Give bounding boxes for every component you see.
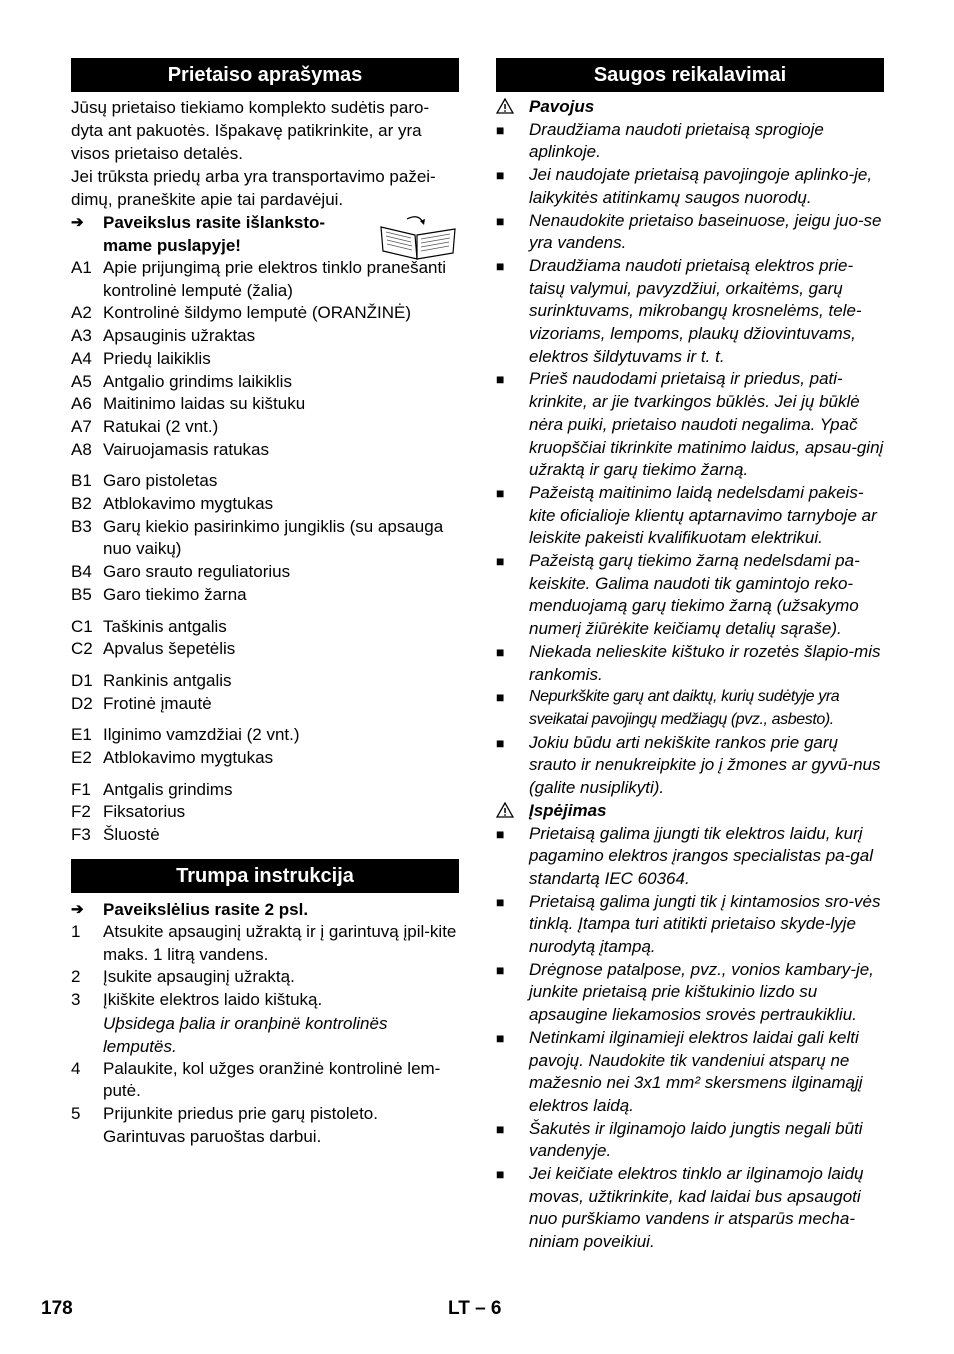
list-item (496, 482, 884, 550)
list-item (71, 638, 459, 661)
list-item (496, 891, 884, 959)
short-note-text: Paveikslėlius rasite 2 psl. (103, 899, 309, 919)
intro-line: visos prietaiso detalės. (71, 144, 243, 163)
step-number: 1 (71, 921, 81, 941)
short-note (71, 898, 459, 921)
list-item (71, 966, 459, 989)
pictures-note (71, 211, 459, 257)
step-note: Uþsidega þalia ir oranþinë kontrolinës lemputës. (103, 1013, 388, 1056)
safety-text: Jokiu būdu arti nekiškite rankos prie garų srauto ir nenukreipkite jo į žmones ar gyvū-nus (galite nusiplikyti). (529, 732, 881, 798)
intro-line: dyta ant pakuotės. Išpakavę patikrinkite, ar yra (71, 121, 422, 140)
part-code: A1 (71, 258, 92, 277)
right-column (496, 58, 884, 1254)
safety-text: Prieš naudodami prietaisą ir priedus, pati-krinkite, ar jie tvarkingos būklės. Jei jų būklė nėra puiki, prietaiso naudoti negalima. Ypač kruopščiai tikrinkite matinimo laidus, apsau-ginį užraktą ir garų tiekimo žarną. (529, 369, 884, 480)
square-bullet-icon: ■ (496, 643, 505, 660)
list-item (71, 470, 459, 493)
part-code: A4 (71, 348, 92, 368)
intro-line: Jei trūksta priedų arba yra transportavimo pažei- (71, 167, 436, 186)
warning-label (496, 800, 884, 823)
part-name: Šluostė (103, 825, 160, 845)
arrow-right-icon: ➔ (71, 900, 84, 918)
left-column (71, 58, 459, 1149)
part-name: Antgalio grindims laikiklis (103, 371, 292, 391)
part-name: Frotinė įmautė (103, 693, 212, 713)
section-marker: LT – 6 (448, 1298, 502, 1319)
safety-text: Drėgnose patalpose, pvz., vonios kambary-je, junkite prietaisą prie kištukinio lizdo su apsaugine liekamosios srovės pertraukikliu. (529, 959, 874, 1025)
safety-text: Prietaisą galima įjungti tik elektros laidu, kurį pagamino elektros įrangos specialistas pa-gal standartą IEC 60364. (529, 823, 873, 888)
parts-list (71, 257, 459, 847)
square-bullet-icon: ■ (496, 553, 505, 570)
step-text: Atsukite apsauginį užraktą ir į garintuvą įpil-kite maks. 1 litrą vandens. (103, 921, 457, 964)
list-item (496, 686, 884, 731)
square-bullet-icon: ■ (496, 893, 505, 910)
part-name: Apsauginis užraktas (103, 326, 256, 346)
list-item (71, 801, 459, 824)
part-name: Vairuojamasis ratukas (103, 439, 269, 459)
part-name: Fiksatorius (103, 802, 186, 822)
part-code: E1 (71, 725, 92, 745)
warning-label-text: Įspėjimas (529, 800, 607, 820)
list-item (496, 823, 884, 891)
list-item (71, 393, 459, 416)
safety-text: Draudžiama naudoti prietaisą elektros prie-taisų valymui, pavyzdžiui, orkaitėms, garų surinktuvams, mikrobangų krosnelėms, tele-vizoriams, lempoms, plaukų džiovintuvams, elektros šildytuvams ir t. t. (529, 255, 862, 366)
square-bullet-icon: ■ (496, 734, 505, 751)
part-code: A2 (71, 303, 92, 323)
step-text: Įsukite apsauginį užraktą. (103, 967, 295, 987)
arrow-right-icon: ➔ (71, 214, 84, 231)
part-code: A8 (71, 439, 92, 459)
warning-triangle-icon (496, 800, 529, 823)
list-item (71, 724, 459, 747)
part-name: Priedų laikiklis (103, 348, 211, 368)
part-name: Garo pistoletas (103, 471, 218, 491)
warning-triangle-icon (496, 96, 529, 119)
part-name: Taškinis antgalis (103, 616, 227, 636)
step-text: Prijunkite priedus prie garų pistoleto. Garintuvas paruoštas darbui. (103, 1104, 378, 1146)
list-item (71, 584, 459, 607)
safety-text: Netinkami ilginamieji elektros laidai gali kelti pavojų. Naudokite tik vandeniui atsparų ne mažesnio nei 3x1 mm² skersmens ilginamąjį elektros laidą. (529, 1027, 863, 1115)
square-bullet-icon: ■ (496, 1029, 505, 1046)
list-item (71, 1103, 459, 1148)
list-item (71, 348, 459, 371)
list-item (496, 255, 884, 369)
list-item (71, 257, 459, 302)
step-number: 3 (71, 989, 81, 1009)
list-item (496, 1027, 884, 1118)
list-item (71, 616, 459, 639)
part-name: Maitinimo laidas su kištuku (103, 394, 306, 414)
part-name: Garo srauto reguliatorius (103, 562, 291, 582)
safety-text: Prietaisą galima jungti tik į kintamosios sro-vės tinklą. Įtampa turi atitikti prietaiso skyde-lyje nurodytą įtampą. (529, 891, 881, 957)
section-heading-description: Prietaiso aprašymas (71, 58, 459, 92)
square-bullet-icon: ■ (496, 825, 505, 842)
part-code: B2 (71, 494, 92, 514)
danger-label-text: Pavojus (529, 97, 595, 116)
part-code: A7 (71, 416, 92, 436)
part-name: Atblokavimo mygtukas (103, 494, 274, 514)
list-item (496, 210, 884, 255)
step-number: 4 (71, 1058, 81, 1078)
list-item (71, 302, 459, 325)
list-item (496, 732, 884, 800)
part-name: Garo tiekimo žarna (103, 584, 247, 604)
step-number: 5 (71, 1104, 81, 1124)
part-code: B4 (71, 562, 92, 582)
safety-text: Jei keičiate elektros tinklo ar ilginamojo laidų movas, užtikrinkite, kad laidai bus apsaugoti nuo purškiamo vandens ir atsparūs mecha-niniam poveikiui. (529, 1164, 864, 1252)
list-item (71, 416, 459, 439)
part-name: Apie prijungimą prie elektros tinklo pranešanti kontrolinė lemputė (žalia) (103, 258, 447, 300)
safety-text: Jei naudojate prietaisą pavojingoje aplinko-je, laikykitės atitinkamų saugos nuorodų. (529, 165, 873, 207)
safety-text: Draudžiama naudoti prietaisą sprogioje aplinkoje. (529, 119, 824, 162)
square-bullet-icon: ■ (496, 1166, 505, 1183)
open-book-icon (377, 213, 459, 261)
list-item (71, 693, 459, 716)
part-name: Garų kiekio pasirinkimo jungiklis (su apsauga nuo vaikų) (103, 516, 444, 559)
part-name: Apvalus šepetėlis (103, 639, 236, 659)
safety-text: Pažeistą garų tiekimo žarną nedelsdami pa-keiskite. Galima naudoti tik gamintojo reko-menduojamą garų tiekimo žarną (užsakymo numerį žiūrėkite keičiamų detalių sąraše). (529, 551, 860, 639)
section-heading-short-instructions: Trumpa instrukcija (71, 859, 459, 893)
safety-text: Šakutės ir ilginamojo laido jungtis negali būti vandenyje. (529, 1118, 863, 1161)
list-item (496, 641, 884, 686)
list-item (496, 119, 884, 164)
list-item (71, 1058, 459, 1103)
part-name: Rankinis antgalis (103, 670, 232, 690)
part-code: C2 (71, 639, 93, 659)
part-code: A3 (71, 326, 92, 346)
list-item (496, 1163, 884, 1254)
step-text: Įkiškite elektros laido kištuką. (103, 989, 323, 1009)
square-bullet-icon: ■ (496, 257, 505, 274)
list-item (496, 368, 884, 482)
list-item (71, 989, 459, 1012)
square-bullet-icon: ■ (496, 212, 505, 229)
part-name: Ratukai (2 vnt.) (103, 416, 219, 436)
safety-text: Nenaudokite prietaiso baseinuose, jeigu juo-se yra vandens. (529, 210, 882, 253)
list-item (71, 561, 459, 584)
warning-list (496, 823, 884, 1254)
list-item (71, 493, 459, 516)
section-heading-safety: Saugos reikalavimai (496, 58, 884, 92)
part-code: B1 (71, 471, 92, 491)
pictures-note-text (103, 211, 325, 257)
square-bullet-icon: ■ (496, 689, 505, 706)
part-code: C1 (71, 616, 93, 636)
part-code: F2 (71, 802, 91, 822)
list-item (71, 670, 459, 693)
part-name: Atblokavimo mygtukas (103, 748, 274, 768)
pictures-note-line: Paveikslus rasite išlanksto- (103, 213, 326, 232)
steps-list (71, 921, 459, 1149)
danger-label (496, 96, 884, 119)
list-item (71, 921, 459, 966)
list-item (496, 1118, 884, 1163)
intro-line: dimų, praneškite apie tai pardavėjui. (71, 190, 344, 209)
intro-paragraph (71, 96, 459, 211)
safety-text: Niekada nelieskite kištuko ir rozetės šlapio-mis rankomis. (529, 641, 881, 684)
list-item (71, 516, 459, 561)
part-code: F3 (71, 825, 91, 845)
list-item (71, 325, 459, 348)
step-number: 2 (71, 967, 81, 987)
list-item (71, 824, 459, 847)
pictures-note-line: mame puslapyje! (103, 236, 241, 255)
intro-line: Jūsų prietaiso tiekiamo komplekto sudėtis paro- (71, 98, 430, 117)
square-bullet-icon: ■ (496, 961, 505, 978)
list-item (496, 164, 884, 209)
square-bullet-icon: ■ (496, 121, 505, 138)
part-name: Ilginimo vamzdžiai (2 vnt.) (103, 725, 300, 745)
square-bullet-icon: ■ (496, 1120, 505, 1137)
part-name: Kontrolinė šildymo lemputė (ORANŽINĖ) (103, 303, 411, 323)
list-item (496, 959, 884, 1027)
part-code: A6 (71, 394, 92, 414)
list-item (71, 371, 459, 394)
step-text: Palaukite, kol užges oranžinė kontrolinė lem-putė. (103, 1058, 441, 1101)
square-bullet-icon: ■ (496, 484, 505, 501)
list-item (71, 779, 459, 802)
part-code: B3 (71, 516, 92, 536)
part-code: B5 (71, 584, 92, 604)
part-code: D1 (71, 670, 93, 690)
part-code: F1 (71, 779, 91, 799)
part-name: Antgalis grindims (103, 779, 233, 799)
list-item (71, 439, 459, 462)
page-number: 178 (41, 1298, 73, 1319)
danger-list (496, 119, 884, 800)
square-bullet-icon: ■ (496, 371, 505, 388)
list-item (71, 747, 459, 770)
part-code: A5 (71, 371, 92, 391)
safety-text: Pažeistą maitinimo laidą nedelsdami pakeis-kite oficialioje klientų aptarnavimo tarnyboje ar leiskite pakeisti kvalifikuotam elektrikui. (529, 482, 877, 548)
safety-text: Nepurkškite garų ant daiktų, kurių sudėtyje yra sveikatai pavojingų medžiagų (pvz., asbesto). (529, 688, 840, 728)
square-bullet-icon: ■ (496, 167, 505, 184)
part-code: E2 (71, 748, 92, 768)
part-code: D2 (71, 693, 93, 713)
list-item (496, 550, 884, 641)
